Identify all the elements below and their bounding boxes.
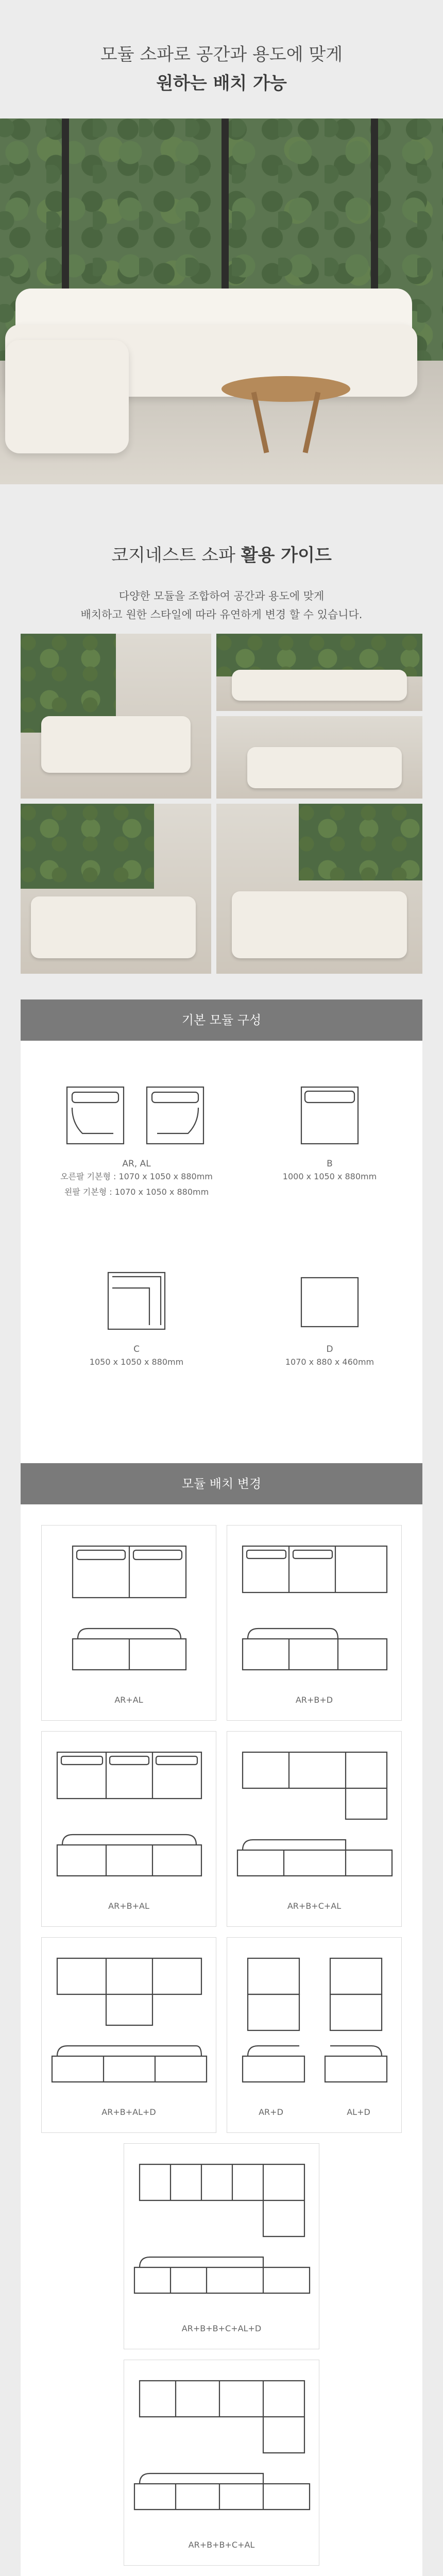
basic-modules-header: 기본 모듈 구성 — [21, 999, 422, 1041]
module-b — [247, 1077, 412, 1184]
arrangement-label: AR+D — [259, 2107, 283, 2117]
arrangement-card-ar-b-al — [41, 1731, 216, 1927]
module-d-spec: 1070 x 880 x 460mm — [285, 1357, 374, 1367]
arrangement-card-ar-b-al-d — [41, 1937, 216, 2133]
arrangement-ar-d-al-d-diagram — [227, 1938, 402, 2103]
hero-line-2: 원하는 배치 가능 — [156, 73, 287, 94]
module-al-spec: 왼팔 기본형 : 1070 x 1050 x 880mm — [64, 1187, 209, 1197]
arrangement-ar-b-d-diagram — [227, 1526, 402, 1690]
arrangement-ar-b-al-d-diagram — [42, 1938, 217, 2103]
arrangement-label: AR+B+B+C+AL — [188, 2540, 255, 2550]
basic-modules-section — [0, 999, 443, 1463]
hero-line-1: 모듈 소파로 공간과 용도에 맞게 — [100, 44, 343, 65]
arrangement-panel — [21, 1504, 422, 2576]
module-b-spec: 1000 x 1050 x 880mm — [282, 1172, 377, 1181]
arrangement-label: AR+B+D — [295, 1695, 333, 1705]
arrangement-card-ar-b-b-c-al — [124, 2360, 319, 2566]
module-b-diagram — [247, 1077, 412, 1154]
guide-photo-1 — [21, 634, 211, 799]
module-d-diagram — [247, 1262, 412, 1340]
guide-title: 코지네스트 소파 활용 가이드 — [111, 545, 332, 566]
hero-photo — [0, 118, 443, 484]
arrangement-ar-b-c-al-diagram — [227, 1732, 402, 1896]
module-b-label: B — [327, 1159, 333, 1169]
arrangement-label: AR+B+AL+D — [101, 2107, 156, 2117]
module-c-diagram — [52, 1262, 222, 1340]
arrangement-card-ar-b-b-c-al-d — [124, 2143, 319, 2349]
hero-title — [0, 0, 443, 98]
arrangement-label: AR+B+C+AL — [287, 1901, 342, 1911]
guide-photo-grid — [21, 634, 422, 974]
guide-photo-4 — [21, 804, 211, 974]
arrangement-ar-b-b-c-al-d-diagram — [124, 2144, 320, 2314]
module-d-label: D — [326, 1344, 333, 1354]
arrangement-ar-b-al-diagram — [42, 1732, 217, 1896]
basic-modules-panel — [21, 1041, 422, 1463]
arrangement-ar-b-b-c-al-diagram — [124, 2360, 320, 2530]
module-c-spec: 1050 x 1050 x 880mm — [89, 1357, 184, 1367]
guide-section — [0, 484, 443, 999]
arrangement-header: 모듈 배치 변경 — [21, 1463, 422, 1504]
guide-photo-5 — [216, 804, 422, 974]
arrangement-label: AR+AL — [114, 1695, 143, 1705]
module-ar-al-diagram — [52, 1077, 222, 1154]
module-c-label: C — [133, 1344, 140, 1354]
guide-photo-3 — [216, 716, 422, 799]
arrangement-card-ar-b-c-al — [227, 1731, 402, 1927]
arrangement-card-ar-al — [41, 1525, 216, 1721]
module-c — [52, 1262, 222, 1370]
guide-photo-2 — [216, 634, 422, 711]
hero-section — [0, 0, 443, 484]
arrangement-label: AR+B+B+C+AL+D — [181, 2324, 262, 2333]
guide-description: 다양한 모듈을 조합하여 공간과 용도에 맞게 배치하고 원한 스타일에 따라 유연하게 변경 할 수 있습니다. — [80, 590, 363, 621]
module-ar-al-label: AR, AL — [122, 1159, 151, 1169]
coffee-table — [222, 376, 350, 402]
arrangement-card-ar-d-al-d — [227, 1937, 402, 2133]
module-d — [247, 1262, 412, 1370]
module-ar-spec: 오른팔 기본형 : 1070 x 1050 x 880mm — [60, 1172, 213, 1181]
module-ar-al — [52, 1077, 222, 1200]
arrangement-label-2: AL+D — [347, 2107, 370, 2117]
arrangement-section — [0, 1463, 443, 2576]
arrangement-label: AR+B+AL — [108, 1901, 149, 1911]
arrangement-card-ar-b-d — [227, 1525, 402, 1721]
arrangement-ar-al-diagram — [42, 1526, 217, 1690]
